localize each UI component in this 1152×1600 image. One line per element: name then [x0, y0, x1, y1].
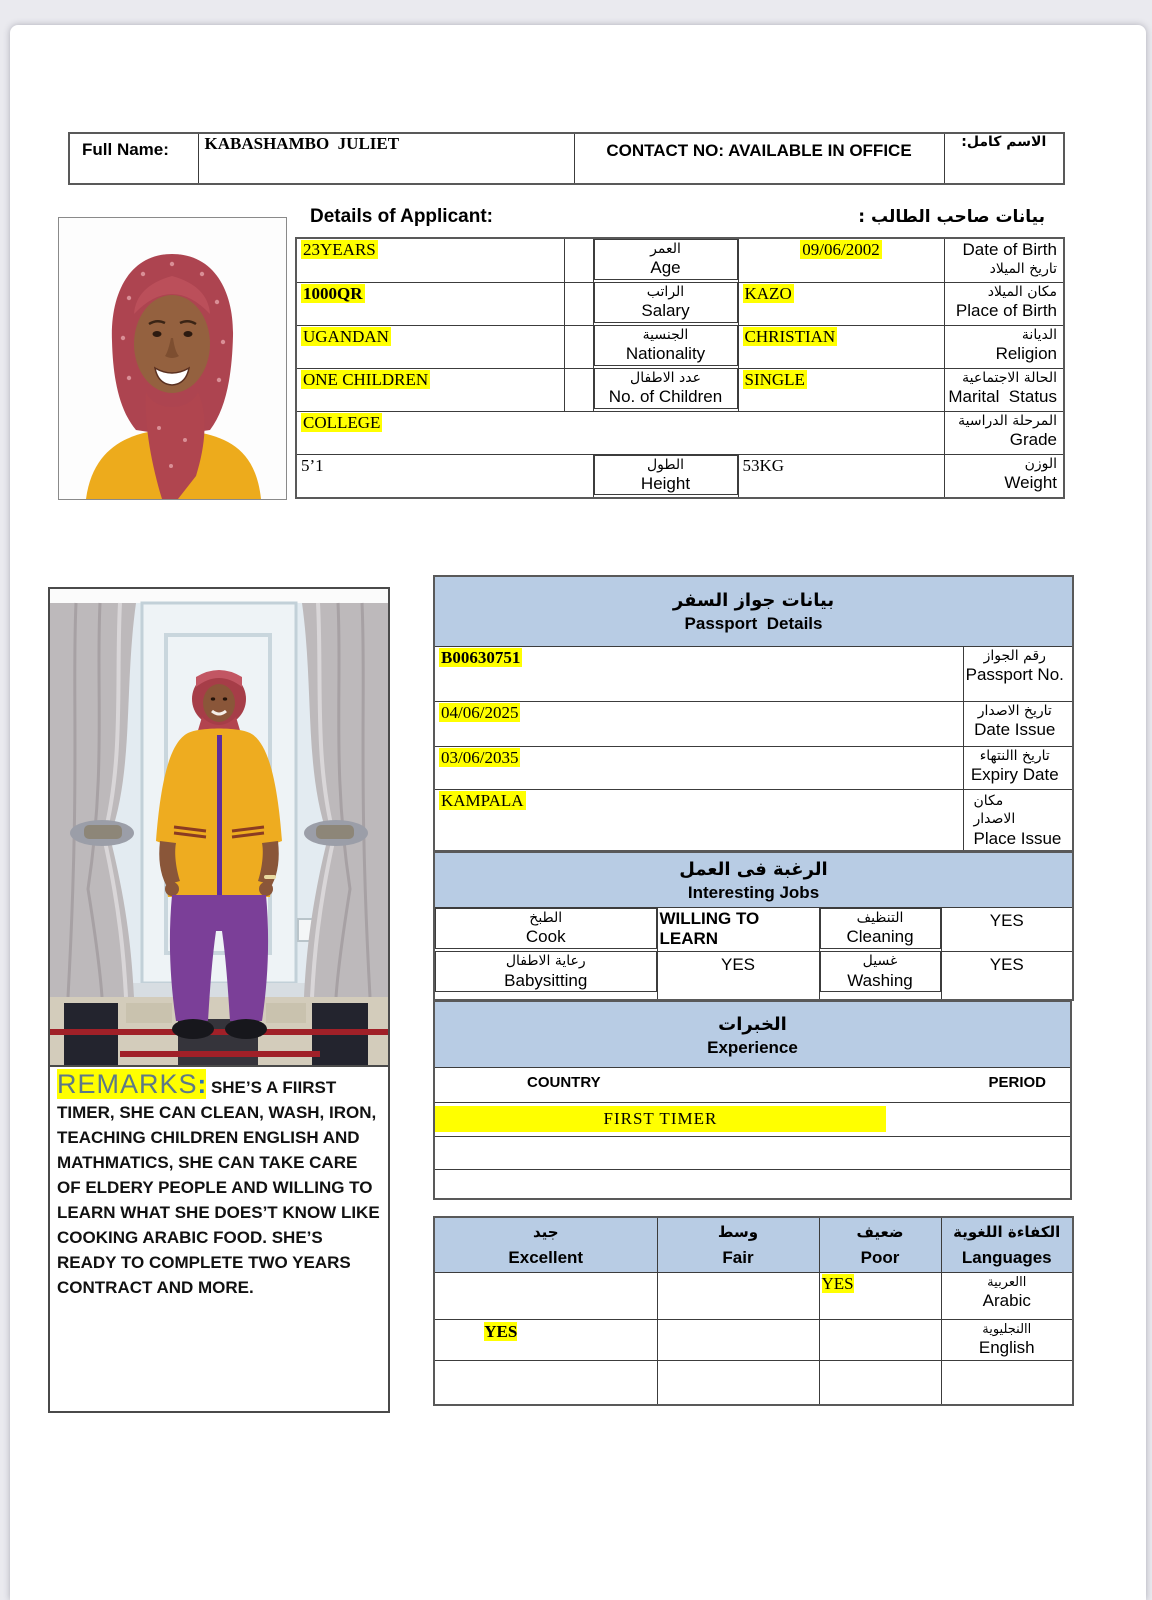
place-of-birth-label: مكان الميلاد Place of Birth: [944, 282, 1064, 325]
passport-no-value: B00630751: [434, 646, 963, 701]
weight-label: الوزن Weight: [944, 454, 1064, 498]
babysitting-label: رعاية الاطفال Babysitting: [435, 951, 657, 992]
grade-label: المرحلة الدراسية Grade: [944, 411, 1064, 454]
marital-status-label: الحالة الاجتماعية Marital Status: [944, 368, 1064, 411]
salary-value: 1000QR: [296, 282, 564, 325]
table-row-experience-empty-1: [434, 1136, 1071, 1169]
right-column: [433, 575, 1072, 1406]
table-row-languages-header: [434, 1217, 1073, 1272]
table-row-grade: [296, 411, 1064, 454]
table-row-expiry-date: [434, 746, 1073, 789]
table-row-age: [296, 238, 1064, 282]
table-row-english-language: [434, 1319, 1073, 1360]
date-of-birth-label: Date of Birth تاريخ الميلاد: [944, 238, 1064, 282]
full-name-label-arabic: الاسم كامل:: [944, 133, 1064, 184]
arabic-poor-value: YES: [819, 1272, 941, 1319]
salary-label: الراتب Salary: [594, 282, 738, 323]
experience-section-header: [434, 1001, 1071, 1067]
first-timer-value: FIRST TIMER: [435, 1106, 886, 1132]
jobs-title-en: Interesting Jobs: [687, 882, 820, 902]
table-row-height-weight: [296, 454, 1064, 498]
place-issue-value: KAMPALA: [434, 789, 963, 851]
period-column-header: PERIOD: [988, 1073, 1046, 1091]
full-name-header: [68, 132, 1063, 185]
age-label: العمر Age: [594, 239, 738, 280]
nationality-label: الجنسية Nationality: [594, 325, 738, 366]
expiry-date-value: 03/06/2035: [434, 746, 963, 789]
washing-label: غسيل Washing: [820, 951, 941, 992]
photo-remarks-box: [48, 587, 390, 1413]
place-issue-label: مكان الاصدار Place Issue: [963, 789, 1073, 851]
cleaning-label: التنظيف Cleaning: [820, 908, 941, 949]
date-issue-label: تاريخ الاصدار Date Issue: [963, 701, 1073, 746]
table-row-nationality: [296, 325, 1064, 368]
place-of-birth-value: KAZO: [738, 282, 944, 325]
applicant-portrait-photo: [58, 217, 287, 500]
date-issue-value: 04/06/2025: [434, 701, 963, 746]
grade-value: COLLEGE: [296, 411, 944, 454]
passport-details-table: [433, 575, 1074, 852]
table-row-experience-header: [434, 1067, 1071, 1102]
excellent-column-header: جيد Excellent: [434, 1217, 657, 1272]
document-page: [10, 25, 1146, 1600]
applicant-details-table: [295, 237, 1063, 499]
table-row-cook-cleaning: [434, 907, 1073, 951]
details-title-en: Details of Applicant:: [310, 206, 493, 227]
table-row-place-issue: [434, 789, 1073, 851]
age-value: 23YEARS: [296, 238, 564, 282]
english-language-label: االنجليوية English: [941, 1319, 1073, 1360]
remarks-body: SHE’S A FIIRST TIMER, SHE CAN CLEAN, WASH, IRON, TEACHING CHILDREN ENGLISH AND MATHMATICS, SHE CAN TAKE CARE OF ELDERY PEOPLE AND WILLING TO LEARN WHAT SHE DOES’T KNOW LIKE COOKING ARABIC FOOD. SHE’S READY TO COMPLETE TWO YEARS CONTRACT AND MORE.: [57, 1078, 380, 1297]
table-row-passport-no: [434, 646, 1073, 701]
cleaning-value: YES: [941, 907, 1073, 951]
interesting-jobs-table: [433, 851, 1074, 1002]
marital-status-value: SINGLE: [738, 368, 944, 411]
languages-column-header: الكفاءة اللغوية Languages: [941, 1217, 1073, 1272]
date-of-birth-value: 09/06/2002: [738, 238, 944, 282]
remarks-colon: :: [197, 1069, 207, 1099]
table-row-languages-empty: [434, 1360, 1073, 1405]
religion-value: CHRISTIAN: [738, 325, 944, 368]
passport-title-ar: بيانات جواز السفر: [672, 590, 835, 612]
weight-value: 53KG: [738, 454, 944, 498]
cook-label: الطبخ Cook: [435, 908, 657, 949]
jobs-title-ar: الرغبة فى العمل: [679, 858, 828, 880]
children-label: عدد الاطفال No. of Children: [594, 368, 738, 409]
passport-no-label: رقم الجواز Passport No.: [963, 646, 1073, 701]
full-name-label: Full Name:: [69, 133, 198, 184]
passport-section-header: [434, 576, 1073, 646]
experience-title-ar: الخبرات: [718, 1013, 787, 1035]
details-title-ar: بيانات صاحب الطالب :: [858, 207, 1045, 227]
cook-value: WILLING TO LEARN: [657, 907, 819, 951]
passport-title-en: Passport Details: [684, 614, 823, 634]
height-value: 5’1: [296, 454, 593, 498]
babysitting-value: YES: [657, 951, 819, 1000]
table-row-date-issue: [434, 701, 1073, 746]
table-row-first-timer: [434, 1102, 1071, 1136]
applicant-full-body-photo: [50, 589, 388, 1065]
experience-title-en: Experience: [707, 1037, 798, 1057]
children-value: ONE CHILDREN: [296, 368, 564, 411]
experience-table: [433, 1000, 1072, 1200]
remarks-text: [57, 1069, 381, 1300]
country-column-header: COUNTRY: [527, 1073, 601, 1091]
full-name-value: KABASHAMBO JULIET: [198, 133, 574, 184]
washing-value: YES: [941, 951, 1073, 1000]
arabic-language-label: االعربية Arabic: [941, 1272, 1073, 1319]
religion-label: الديانة Religion: [944, 325, 1064, 368]
table-row-children: [296, 368, 1064, 411]
table-row-arabic-language: [434, 1272, 1073, 1319]
remarks-label: REMARKS: [57, 1069, 198, 1099]
languages-table: [433, 1216, 1074, 1406]
table-row-babysitting-washing: [434, 951, 1073, 1000]
portrait-illustration: [59, 218, 286, 499]
contact-info: CONTACT NO: AVAILABLE IN OFFICE: [574, 133, 944, 184]
height-label: الطول Height: [594, 455, 738, 496]
jobs-section-header: [434, 852, 1073, 908]
expiry-date-label: تاريخ االنتهاء Expiry Date: [963, 746, 1073, 789]
remarks-section: [50, 1065, 388, 1411]
english-excellent-value: YES: [434, 1319, 657, 1360]
fair-column-header: وسط Fair: [657, 1217, 819, 1272]
table-row-salary: [296, 282, 1064, 325]
table-row-experience-empty-2: [434, 1169, 1071, 1199]
poor-column-header: ضعيف Poor: [819, 1217, 941, 1272]
nationality-value: UGANDAN: [296, 325, 564, 368]
